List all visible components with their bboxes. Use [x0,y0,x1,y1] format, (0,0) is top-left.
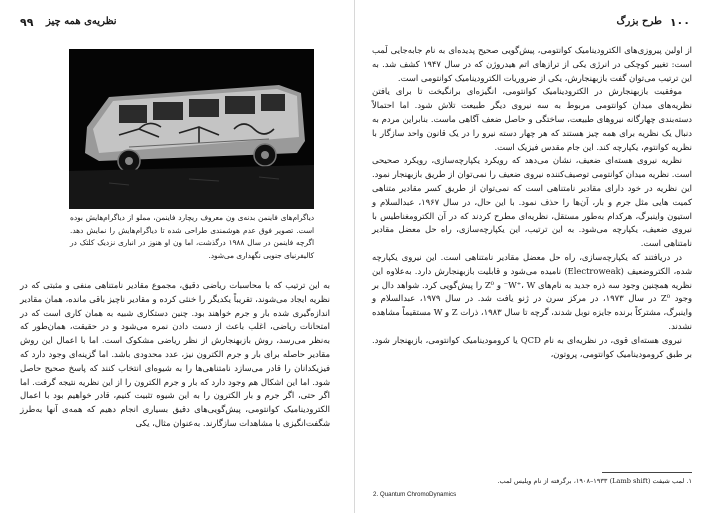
left-page-number: ۹۹ [20,16,34,29]
feynman-van-photo [69,49,314,209]
footnote-english: 2. Quantum ChromoDynamics [373,491,457,498]
photo-caption [70,212,314,262]
van-illustration [69,49,314,209]
footnote-rule [602,472,692,473]
footnote-persian: ۱. لمب شیفت (Lamb shift) ۱۹۰۸–۱۹۳۳، برگرفته از نام ویلیس لمب. [497,477,692,485]
left-page-running-title: نظریه‌ی همه چیز [46,16,117,27]
left-page [0,0,354,513]
right-page-paragraph: نظریه نیروی هسته‌ای ضعیف، نشان می‌دهد که رویکرد یکپارچه‌سازی، رویکرد صحیحی است. نظریه میدان کوانتومی توصیف‌کننده نیروی ضعیف را نمی‌توان از طریق بازبهنجار نمود. این نظریه در خود دارای مقادیر نامتناهی است که نمی‌توان از طریق کسر مقادیر متناهی کمیت هایی مثل جرم و بار، آن‌ها را حذف نمود. با این حال، در سال ۱۹۶۷، عبدالسلام و استیون واینبرگ، هرکدام به‌طور مستقل، نظریه‌ای مطرح کردند که در آن الکترومغناطیس با نیروی ضعیف، یکپارچه می‌شود. به این ترتیب، این یکپارچه‌سازی، راه حل معضل مقادیر نامتناهی است. [372,155,692,249]
right-page-paragraph: در دریافتند که یکپارچه‌سازی، راه حل معضل مقادیر نامتناهی است. این نیروی یکپارچه شده، الکتروضعیف (Electroweak) نامیده می‌شود و قابلیت بازبهنجارش دارد. به‌علاوه این نظریه همچنین وجود سه ذره جدید به نام‌های W⁺، W⁻ و Z⁰ را پیش‌گویی کرد. شواهد دال بر وجود Z⁰ در سال ۱۹۷۳، در مرکز سرن در ژنو یافت شد. در سال ۱۹۷۹، عبدالسلام و واینبرگ، مشترکاً برنده جایزه نوبل شدند، گرچه تا سال ۱۹۸۳، ذرات Z و W مستقیماً مشاهده نشدند. [372,251,692,331]
left-page-paragraph: به این ترتیب که با محاسبات ریاضی دقیق، مجموع مقادیر نامتناهی منفی و مثبتی که در نظریه ایجاد می‌شوند، تقریباً یکدیگر را خنثی کرده و مقادیر ناچیز باقی مانده، همان مقادیر اندازه‌گیری شده بار و جرم خواهند بود. چنین دستکاری شبیه به همان کاری است که در امتحانات ریاضی، اغلب باعث از دست دادن نمره می‌شود و در حقیقت، همان‌طور که به‌نظر می‌رسد، روش بازبهنجارش از نظر ریاضی مشکوک است. اما با اعمال این روش مقادیر حاصله برای بار و جرم الکترون نیز، عدد محدودی باشد. اما گزینه‌ای وجود دارد که فیزیکدانان را قادر می‌سازد نامتناهی‌ها را به شیوه‌ای انتخاب کنند که پاسخ صحیح حاصل شود. اما این اشکال هم وجود دارد که بار و جرم الکترون را از این نظریه نتیجه گرفت. اما اگر حتی، اگر جرم و بار الکترون را به این شیوه تثبیت کنیم، قادر خواهیم بود با اعمال الکترودینامیک کوانتومی، پیش‌گویی‌های دقیق بسیاری انجام دهیم که همه‌ی آنها به‌طرز شگفت‌انگیزی با مشاهدات سازگارند. به‌عنوان مثال، یکی [20,280,330,428]
right-page-paragraph: نیروی هسته‌ای قوی، در نظریه‌ای به نام QCD یا کرومودینامیک کوانتومی، بازبهنجار شود. بر طبق کرومودینامیک کوانتومی، پروتون، [372,334,692,359]
photo-caption-text: دیاگرام‌های فاینمن بدنه‌ی ون معروف ریچارد فاینمن، مملو از دیاگرام‌هایش بوده است. تصویر فوق عدم هوشمندی طراحی شده تا دیاگرام‌هایش را نمایش دهد. اگرچه فاینمن در سال ۱۹۸۸ درگذشت، اما ون او هنوز در انباری نزدیک کلتک در کالیفرنیای جنوبی نگهداری می‌شود. [70,213,314,260]
right-page [355,0,710,513]
right-page-number: ۱۰۰ [669,16,690,29]
right-page-paragraph: از اولین پیروزی‌های الکترودینامیک کوانتومی، پیش‌گویی صحیح پدیده‌ای به نام جابه‌جایی لَمب است: تغییر کوچکی در انرژی یکی از ترازهای اتم هیدروژن که در سال ۱۹۴۷ کشف شد. به این ترتیب می‌توان گفت بازبهنجارش، یکی از ضروریات الکترودینامیک کوانتومی است. [372,45,692,83]
right-page-running-title: طرح بزرگ [616,16,662,27]
left-page-body [20,279,330,431]
right-page-body [372,44,692,361]
right-page-paragraph: موفقیت بازبهنجارش در الکترودینامیک کوانتومی، انگیزه‌ای برانگیخت تا برای یافتن نظریه‌های میدان کوانتومی مربوط به سه نیروی دیگر طبیعت تلاش شود. اما احتمالاً دسته‌بندی چهارگانه نیروهای طبیعت، ساختگی و حاصل ضعف آگاهی ماست. بنابراین مردم به دنبال یک نظریه برای همه چیز هستند که هر چهار دسته نیرو را در یک قانون واحد سازگار با نظریه کوانتوم، یکپارچه کند. این جام مقدس فیزیک است. [372,86,692,152]
